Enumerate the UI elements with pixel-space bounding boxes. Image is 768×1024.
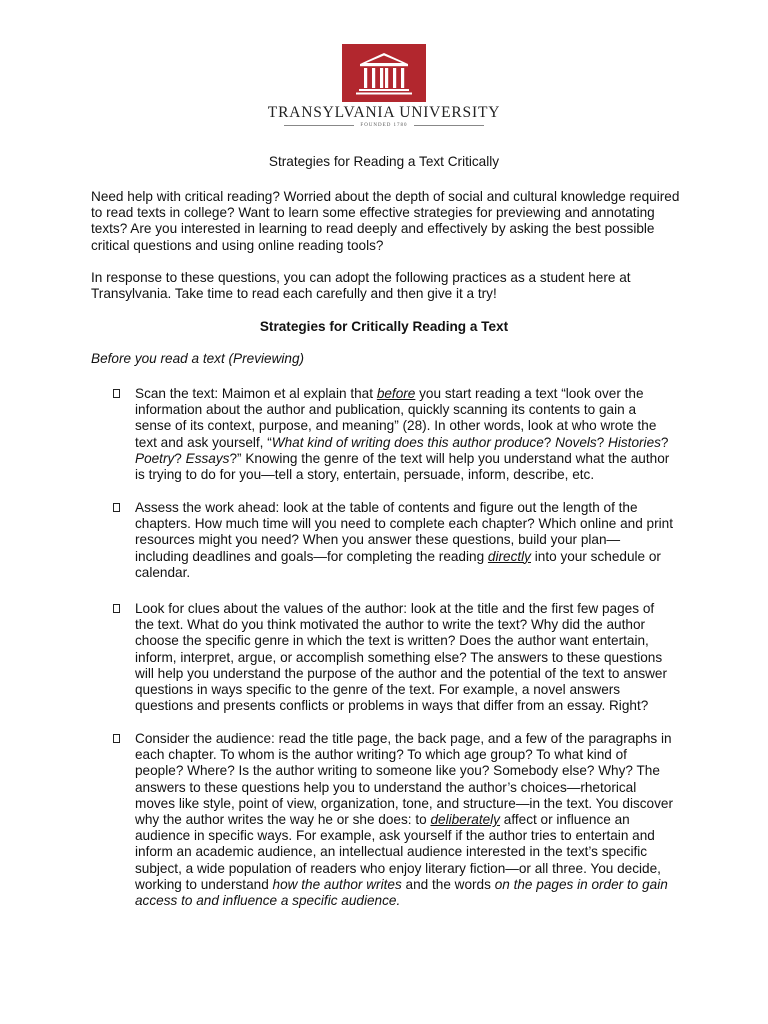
intro-paragraph: In response to these questions, you can adopt the following practices as a student here at Transylvania. Take time to read each carefully and then give it a try! (91, 270, 631, 302)
section-heading: Strategies for Critically Reading a Text (259, 319, 509, 334)
university-seal-icon (342, 44, 426, 102)
bullet-text-segment: Look for clues about the values of the author: look at the title and the first few pages of the text. What do you think motivated the author to write the text? Why did the author choose the specific genre in which the text is written? Does the author want entertain, inform, interpret, argue, or accomplish something else? The answers to these questions will help you understand the purpose of the author and the potential of the text to answer questions in ways specific to the genre of the text. For example, a novel answers questions and presents conflicts or problems in ways that differ from an essay. Right? (135, 601, 668, 714)
bullet-text-segment: affect or influence an audience in specific ways. For example, ask yourself if the author tries to entertain and inform an academic audience, an intellectual audience interested in the text’s specific subject, a wide population of readers who enjoy literary fiction—or all three. You decide, working to understand (135, 812, 661, 892)
founded-line (0, 122, 768, 129)
square-bullet-icon (113, 503, 120, 512)
previewing-subheading: Before you read a text (Previewing) (91, 351, 305, 366)
bullet-text-segment: ? (174, 450, 186, 466)
bullet-text (135, 601, 673, 714)
bullet-text (135, 386, 673, 483)
emphasized-text: before (376, 386, 416, 401)
emphasized-text: Essays (185, 450, 230, 466)
strategy-bullet-scan (113, 386, 673, 483)
university-name: TRANSYLVANIA UNIVERSITY (267, 104, 501, 121)
emphasized-text: Histories (608, 434, 661, 450)
bullet-text-segment: Scan the text: Maimon et al explain that (135, 386, 377, 401)
bullet-text-segment: into your schedule or calendar. (135, 548, 661, 580)
bullet-text-segment: ? (596, 434, 609, 450)
strategy-bullet-audience (113, 731, 673, 909)
square-bullet-icon (113, 389, 120, 398)
emphasized-text: Poetry (135, 450, 175, 466)
strategy-bullet-values (113, 601, 673, 714)
square-bullet-icon (113, 604, 120, 613)
university-logo (0, 44, 768, 129)
emphasized-text: how the author writes (272, 876, 402, 892)
emphasized-text: deliberately (430, 812, 500, 828)
square-bullet-icon (113, 734, 120, 743)
bullet-text-segment: you start reading a text “look over the information about the author and publication, quickly scanning its contents to gain a sense of its context, purpose, and meaning” (28). In other words, look at who wrote the text and ask yourself, “ (135, 386, 657, 450)
bullet-text-segment: and the words (401, 876, 495, 892)
bullet-text (135, 731, 673, 909)
founded-text: FOUNDED 1780 (360, 123, 408, 128)
bullet-text-segment: Assess the work ahead: look at the table of contents and figure out the length of the chapters. How much time will you need to complete each chapter? Which online and print resources might you need? When you answer these questions, build your plan—including deadlines and goals—for completing the reading (135, 500, 673, 564)
bullet-text-segment: ? (660, 434, 669, 450)
emphasized-text: directly (487, 548, 531, 564)
document-title: Strategies for Reading a Text Critically (268, 154, 500, 169)
emphasized-text: on the pages in order to gain access to and influence a specific audience. (135, 876, 668, 909)
intro-paragraph: Need help with critical reading? Worried about the depth of social and cultural knowledge required to read texts in college? Want to learn some effective strategies for previewing and annotating texts? Are you interested in learning to read deeply and effectively by asking the best possible critical questions and using online reading tools? (91, 189, 680, 253)
divider (284, 125, 354, 126)
emphasized-text: What kind of writing does this author produce (271, 434, 544, 450)
bullet-text (135, 500, 673, 581)
bullet-text-segment: Consider the audience: read the title page, the back page, and a few of the paragraphs in each chapter. To whom is the author writing? To which age group? To what kind of people? Where? Is the author writing to someone like you? Somebody else? Why? The answers to these questions help you to understand the author’s choices—rhetorical moves like style, point of view, organization, tone, and structure—in the text. You discover why the author writes the way he or she does: to (135, 731, 674, 828)
bullet-text-segment: ?” Knowing the genre of the text will help you understand what the author is trying to do for you—tell a story, entertain, persuade, inform, describe, etc. (135, 450, 670, 483)
divider (414, 125, 484, 126)
emphasized-text: Novels (555, 434, 597, 450)
strategy-bullet-assess (113, 500, 673, 581)
bullet-text-segment: ? (543, 434, 556, 450)
